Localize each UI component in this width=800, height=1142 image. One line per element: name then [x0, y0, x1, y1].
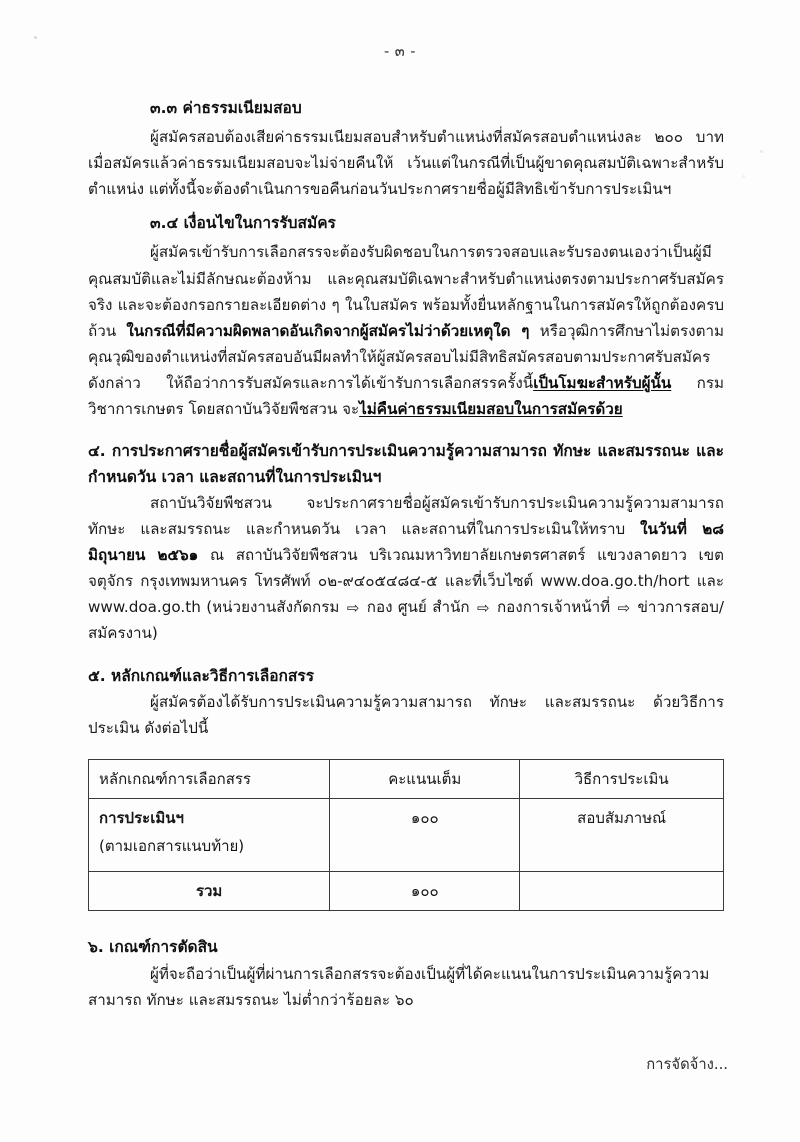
section-4-text-part5: ข่าวการสอบ/สมัครงาน) — [88, 598, 725, 643]
document-body — [88, 96, 724, 1013]
table-total-method — [520, 872, 724, 911]
spacer — [88, 422, 724, 439]
table-cell-criteria — [89, 799, 330, 872]
right-arrow-icon: ⇨ — [477, 599, 490, 618]
spacer — [88, 202, 724, 211]
section-4-heading: ๔. การประกาศรายชื่อผู้สมัครเข้ารับการประเมินความรู้ความสามารถ ทักษะ และสมรรถนะ และกำหนดวัน เวลา และสถานที่ในการประเมินฯ — [88, 442, 724, 486]
criteria-table — [88, 759, 724, 912]
section-3-4-emphasis-void: เป็นโมฆะสำหรับผู้นั้น — [533, 374, 672, 393]
table-total-score: ๑๐๐ — [330, 872, 520, 911]
section-3-3-paragraph: ผู้สมัครสอบต้องเสียค่าธรรมเนียมสอบสำหรับตำแหน่งที่สมัครสอบตำแหน่งละ ๒๐๐ บาท เมื่อสมัครแล้วค่าธรรมเนียมสอบจะไม่จ่ายคืนให้ เว้นแต่ในกรณีที่เป็นผู้ขาดคุณสมบัติเฉพาะสำหรับตำแหน่ง แต่ทั้งนี้จะต้องดำเนินการขอคืนก่อนวันประกาศรายชื่อผู้มีสิทธิเข้ารับการประเมินฯ — [88, 128, 724, 199]
continuation-note: การจัดจ้าง... — [646, 1056, 728, 1073]
section-6-paragraph: ผู้ที่จะถือว่าเป็นผู้ที่ผ่านการเลือกสรรจะต้องเป็นผู้ที่ได้คะแนนในการประเมินความรู้ความสามารถ ทักษะ และสมรรถนะ ไม่ต่ำกว่าร้อยละ ๖๐ — [88, 964, 710, 1009]
table-header-score: คะแนนเต็ม — [330, 759, 520, 798]
section-3-4-text-part3: กรมวิชาการเกษตร โดยสถาบันวิจัยพืชสวน จะ — [88, 374, 724, 419]
section-4-text-part2: ณ สถาบันวิจัยพืชสวน บริเวณมหาวิทยาลัยเกษตรศาสตร์ แขวงลาดยาว เขตจตุจักร กรุงเทพมหานคร โทรศัพท์ ๐๒-๙๔๐๕๔๘๔-๕ และที่เว็บไซต์ www.doa.go.th/hort และ www.doa.go.th (หน่วยงานสังกัดกรม — [88, 545, 724, 617]
section-3-4-heading: ๓.๔ เงื่อนไขในการรับสมัคร — [150, 214, 336, 233]
page-number: - ๓ - — [383, 44, 417, 60]
spacer — [88, 911, 724, 935]
right-arrow-icon: ⇨ — [346, 599, 360, 618]
table-header-criteria: หลักเกณฑ์การเลือกสรร — [89, 759, 330, 798]
section-6-heading: ๖. เกณฑ์การตัดสิน — [88, 938, 218, 957]
section-4-text-part3: กอง ศูนย์ สำนัก — [361, 598, 476, 617]
scan-speckle — [742, 175, 745, 178]
scan-speckle — [34, 36, 37, 39]
section-3-4-text-part1: ผู้สมัครเข้ารับการเลือกสรรจะต้องรับผิดชอบในการตรวจสอบและรับรองตนเองว่าเป็นผู้มีคุณสมบัติและไม่มีลักษณะต้องห้าม และคุณสมบัติเฉพาะสำหรับตำแหน่งตรงตามประกาศรับสมัครจริง และจะต้องกรอกรายละเอียดต่าง ๆ ในใบสมัคร พร้อมทั้งยื่นหลักฐานในการสมัครให้ถูกต้องครบถ้วน — [88, 243, 724, 340]
section-3-3-heading: ๓.๓ ค่าธรรมเนียมสอบ — [150, 99, 302, 117]
table-header-row — [89, 759, 724, 798]
section-4-text-part4: กองการเจ้าหน้าที่ — [491, 598, 616, 617]
table-cell-criteria-note: (ตามเอกสารแนบท้าย) — [99, 837, 245, 856]
table-header-method: วิธีการประเมิน — [520, 759, 724, 798]
section-3-4-text-part2: หรือวุฒิการศึกษาไม่ตรงตามคุณวุฒิของตำแหน่งที่สมัครสอบอันมีผลทำให้ผู้สมัครสอบไม่มีสิทธิสมัครสอบตามประกาศรับสมัครดังกล่าว ให้ถือว่าการรับสมัครและการได้เข้ารับการเลือกสรรครั้งนี้ — [88, 321, 724, 393]
spacer — [88, 647, 724, 664]
section-4-paragraph — [88, 490, 724, 647]
section-4-announce-date: ในวันที่ ๒๘ มิถุนายน ๒๕๖๑ — [88, 519, 724, 564]
table-total-row — [89, 872, 724, 911]
scan-speckle — [760, 150, 763, 153]
table-cell-score: ๑๐๐ — [330, 799, 520, 872]
table-cell-method: สอบสัมภาษณ์ — [520, 799, 724, 872]
table-cell-criteria-title: การประเมินฯ — [99, 809, 184, 828]
section-3-4-emphasis-norefund: ไม่คืนค่าธรรมเนียมสอบในการสมัครด้วย — [359, 400, 623, 419]
section-5-heading: ๕. หลักเกณฑ์และวิธีการเลือกสรร — [88, 666, 315, 685]
section-3-4-emphasis-1: ในกรณีที่มีความผิดพลาดอันเกิดจากผู้สมัครไม่ว่าด้วยเหตุใด ๆ — [126, 321, 530, 340]
section-5-paragraph: ผู้สมัครต้องได้รับการประเมินความรู้ความสามารถ ทักษะ และสมรรถนะ ด้วยวิธีการประเมิน ดังต่อไปนี้ — [88, 692, 724, 737]
section-3-4-paragraph — [88, 239, 724, 422]
table-row — [89, 799, 724, 872]
section-4-text-part1: สถาบันวิจัยพืชสวน จะประกาศรายชื่อผู้สมัครเข้ารับการประเมินความรู้ความสามารถ ทักษะ และสมรรถนะ และกำหนดวัน เวลา และสถานที่ในการประเมินให้ทราบ — [88, 493, 724, 538]
right-arrow-icon: ⇨ — [617, 599, 631, 618]
table-total-label: รวม — [89, 872, 330, 911]
